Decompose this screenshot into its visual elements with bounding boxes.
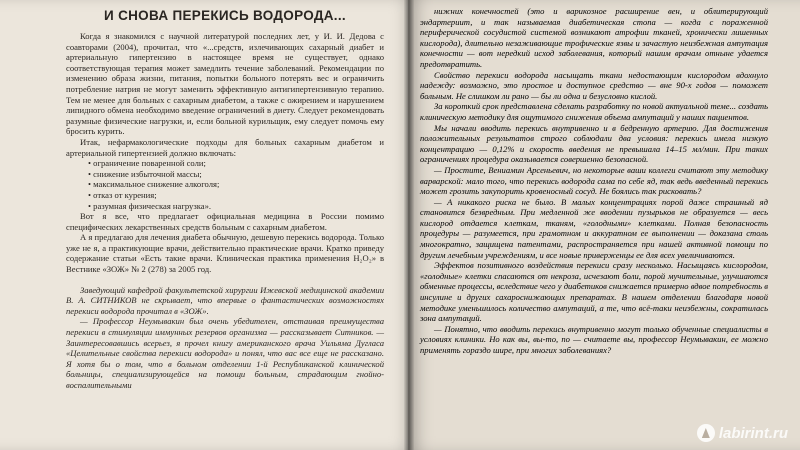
labirint-watermark [697, 424, 788, 442]
labirint-logo-icon [697, 424, 715, 442]
watermark-text: labirint.ru [718, 424, 788, 442]
list-item: • ограничение поваренной соли; [88, 158, 384, 169]
right-page-text [420, 6, 768, 356]
paragraph: А я предлагаю для лечения диабета обычную, дешевую перекись водорода. Только уже не я, а практикующие врачи, действительно практические врачи. Кратко приведу содержание статьи «Есть такие врачи. Клиническая практика применения H₂O₂» в Вестнике «ЗОЖ» № 2 (278) за 2005 год. [66, 232, 384, 275]
separator [66, 275, 384, 285]
paragraph: Вот я все, что предлагает официальная медицина в России помимо специфических лекарственных средств больным с сахарным диабетом. [66, 211, 384, 232]
italic-paragraph: Мы начали вводить перекись внутривенно и в бедренную артерию. Для достижения положительных результатов строго соблюдали два условия: перекись имела низкую концентрацию — 0,12% и скорость введения не превышала 14–15 мл/мин. При таких ограничениях процедура оказывается совершенно безопасной. [420, 122, 768, 165]
italic-paragraph: Свойство перекиси водорода насыщать ткани недостающим кислородом вдохнуло надежду: возможно, это простое и доступное средство — вне 90-х годов — поможет больным. Не слишком ли рано — бы ли одна и безусловно кислой. [420, 69, 768, 101]
recommendations-list [88, 158, 384, 211]
italic-paragraph: За короткий срок представлена сделать разработку по новой актуальной теме... создать клиническую методику для ощутимого снижения объема ампутаций у наших пациентов. [420, 101, 768, 122]
italic-paragraph: — А никакого риска не было. В малых концентрациях порой даже страшный яд становится безвредным. При медленной же вводении пузырьков не образуется — весь кислород отдается клеткам, тканям, «голодными» клетками. Полная безопасность процедуры — разумеется, при грамотном и аккуратном ее выполнении — доказана столь многократно, защищена патентами, распространяется при нашей активной помощи по другим лечебным учреждениям, и все новые приверженцы ее для всех увеличиваются. [420, 196, 768, 260]
italic-paragraph: — Понятно, что вводить перекись внутривенно могут только обученные специалисты в условиях клиники. Но как вы, вы-то, по — считаете вы, профессор Неумывакин, ее можно применять гораздо шире, при многих заболеваниях? [420, 323, 768, 355]
left-page-text [66, 8, 384, 391]
list-item: • отказ от курения; [88, 190, 384, 201]
list-item: • разумная физическая нагрузка». [88, 201, 384, 212]
italic-paragraph: — Профессор Неумывакин был очень убедителен, отстаивая преимущества перекиси в стимуляции иммунных резервов организма — рассказывает Ситников. — Заинтересовавшись всерьез, я прочел книгу американского врача Уильяма Дугласа «Целительные свойства перекиси водорода» и понял, что вас все еще не рассказано. Я хотя бы о том, что в больном отделении 1-й Республиканской клинической больницы, специализирующейся на помощи больным, страдающим гнойно-воспалительными [66, 316, 384, 390]
book-spine [404, 0, 414, 450]
paragraph: Когда я знакомился с научной литературой последних лет, у И. И. Дедова с соавторами (2004), прочитал, что «...средств, излечивающих сахарный диабет и артериальную гипертензию в настоящее время не существует, однако соответствующая терапия может замедлить течение заболеваний. Рекомендации по изменению образа жизни, питания, попытки больного потерять вес и ограничить потребление натрия не могут заменить эффективную антигипертензивную терапию. Тем не менее для больных с сахарным диабетом, а также с ожирением и нарушением липидного обмена необходимо введение ограничений в диету. Следует рекомендовать разумные физические нагрузки, и, если больной курильщик, ему следует помочь ему бросить курить. [66, 31, 384, 137]
italic-paragraph: Эффектов позитивного воздействия перекиси сразу несколько. Насыщаясь кислородом, «голодные» клетки спасаются от некроза, исчезают боли, порой мучительные, улучшаются обменные процессы, вследствие чего у диабетиков снижается примерно вдвое потребность в инсулине и других сахароснижающих препаратах. В нашем отделении благодаря новой методике уменьшилось количество ампутаций, а те, что всё-таки неизбежны, сократилась зона ампутаций. [420, 260, 768, 324]
chapter-title: И СНОВА ПЕРЕКИСЬ ВОДОРОДА... [104, 8, 346, 23]
italic-paragraph: нижних конечностей (это и варикозное расширение вен, и облитерирующий эндартериит, и так называемая диабетическая стопа — когда с пораженной периферической сосудистой системой возникают атрофии тканей, хронически лишенных кислорода), длительно незаживающие трофические язвы и зачастую неизбежная ампутация конечности — вот нередкий исход заболевания, который нашим врачам отныне удается предотвратить. [420, 6, 768, 69]
list-item: • снижение избыточной массы; [88, 169, 384, 180]
italic-paragraph: — Простите, Вениамин Арсеньевич, но некоторые ваши коллеги считают эту методику варварской: мало того, что перекись водорода сама по себе яд, так ведь введенный перекись может грозить закупорить кровеносный сосуд. Не боялись так рисковать? [420, 164, 768, 197]
list-item: • максимальное снижение алкоголя; [88, 179, 384, 190]
italic-paragraph: Заведующий кафедрой факультетской хирургии Ижевской медицинской академии В. А. СИТНИКОВ не скрывает, что впервые о фантастических возможностях перекиси водорода прочитал в «ЗОЖ». [66, 284, 384, 316]
paragraph: Итак, нефармакологические подходы для больных сахарным диабетом и артериальной гипертензией должно включать: [66, 136, 384, 158]
